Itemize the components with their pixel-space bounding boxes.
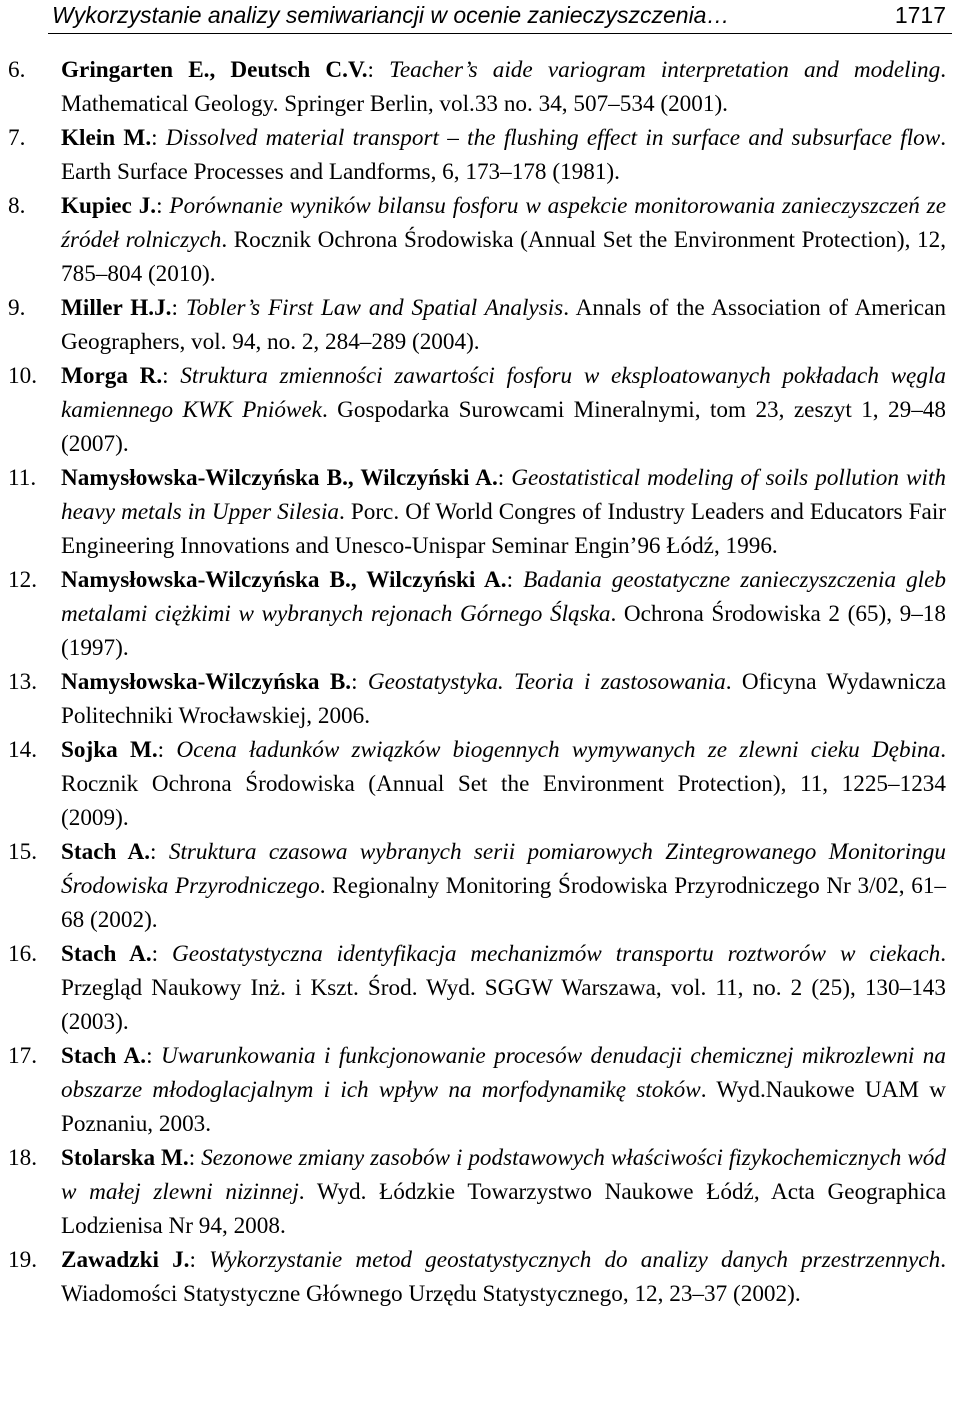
reference-text (61, 665, 946, 733)
reference-text (61, 189, 946, 291)
reference-number: 11. (8, 465, 37, 491)
running-title: Wykorzystanie analizy semiwariancji w ocenie zanieczyszczenia… (52, 2, 730, 28)
reference-separator: : (497, 465, 512, 491)
reference-source: . Mathematical Geology. Springer Berlin, vol.33 no. 34, 507–534 (2001). (61, 57, 946, 117)
reference-text (61, 1243, 946, 1311)
reference-number: 12. (8, 567, 37, 593)
reference-authors: Namysłowska-Wilczyńska B. (61, 669, 352, 695)
reference-title: Geostatystyka. Teoria i zastosowania (367, 669, 726, 695)
reference-item (8, 835, 952, 937)
reference-number: 9. (8, 295, 26, 321)
reference-item (8, 937, 952, 1039)
reference-number: 19. (8, 1247, 37, 1273)
reference-authors: Kupiec J. (61, 193, 157, 219)
reference-list (8, 53, 952, 1311)
reference-number: 17. (8, 1043, 37, 1069)
reference-source: . Wyd.Naukowe UAM w Poznaniu, 2003. (61, 1077, 946, 1137)
reference-title: Dissolved material transport – the flushing effect in surface and subsurface flow (165, 125, 941, 151)
reference-number: 18. (8, 1145, 37, 1171)
reference-item (8, 291, 952, 359)
reference-source: . Earth Surface Processes and Landforms, 6, 173–178 (1981). (61, 125, 946, 185)
running-header (52, 0, 952, 40)
reference-separator: : (151, 125, 166, 151)
reference-text (61, 461, 946, 563)
reference-authors: Namysłowska-Wilczyńska B., Wilczyński A. (61, 567, 507, 593)
reference-authors: Stolarska M. (61, 1145, 189, 1171)
reference-separator: : (367, 57, 390, 83)
reference-title: Uwarunkowania i funkcjonowanie procesów denudacji chemicznej mikrozlewni na obszarze młodoglacjalnym i ich wpływ na morfodynamikę stoków (61, 1043, 946, 1103)
reference-text (61, 53, 946, 121)
reference-item (8, 1141, 952, 1243)
reference-authors: Stach A. (61, 1043, 147, 1069)
reference-source: . Porc. Of World Congres of Industry Leaders and Educators Fair Engineering Innovations and Unesco-Unispar Seminar Engin’96 Łódź, 1996. (61, 499, 946, 559)
reference-item (8, 359, 952, 461)
reference-source: . Przegląd Naukowy Inż. i Kszt. Środ. Wyd. SGGW Warszawa, vol. 11, no. 2 (25), 130–143 (2003). (61, 941, 946, 1035)
reference-separator: : (150, 839, 169, 865)
reference-item (8, 563, 952, 665)
reference-number: 13. (8, 669, 37, 695)
reference-title: Ocena ładunków związków biogennych wymywanych ze zlewni cieku Dębina (176, 737, 941, 763)
reference-separator: : (162, 363, 181, 389)
reference-source: . Oficyna Wydawnicza Politechniki Wrocławskiej, 2006. (61, 669, 947, 729)
reference-authors: Zawadzki J. (61, 1247, 190, 1273)
reference-authors: Klein M. (61, 125, 152, 151)
reference-text (61, 563, 946, 665)
reference-text (61, 1141, 946, 1243)
reference-title: Porównanie wyników bilansu fosforu w aspekcie monitorowania zanieczyszczeń ze źródeł rolniczych (61, 193, 946, 253)
reference-title: Badania geostatyczne zanieczyszczenia gleb metalami ciężkimi w wybranych rejonach Górnego Śląska (61, 567, 946, 627)
reference-text (61, 733, 946, 835)
reference-item (8, 733, 952, 835)
page-number: 1717 (894, 2, 946, 28)
reference-number: 10. (8, 363, 37, 389)
reference-number: 7. (8, 125, 26, 151)
reference-title: Struktura czasowa wybranych serii pomiarowych Zintegrowanego Monitoringu Środowiska Przyrodniczego (61, 839, 946, 899)
reference-number: 14. (8, 737, 37, 763)
reference-separator: : (156, 193, 170, 219)
reference-title: Sezonowe zmiany zasobów i podstawowych właściwości fizykochemicznych wód w małej zlewni nizinnej (61, 1145, 946, 1205)
reference-title: Wykorzystanie metod geostatystycznych do analizy danych przestrzennych (209, 1247, 941, 1273)
reference-separator: : (151, 941, 173, 967)
reference-source: . Rocznik Ochrona Środowiska (Annual Set the Environment Protection), 12, 785–804 (2010). (61, 227, 946, 287)
reference-title: Teacher’s aide variogram interpretation and modeling (389, 57, 941, 83)
reference-separator: : (506, 567, 524, 593)
reference-item (8, 53, 952, 121)
reference-separator: : (157, 737, 177, 763)
reference-source: . Gospodarka Surowcami Mineralnymi, tom 23, zeszyt 1, 29–48 (2007). (61, 397, 946, 457)
reference-source: . Rocznik Ochrona Środowiska (Annual Set the Environment Protection), 11, 1225–1234 (2009). (61, 737, 946, 831)
reference-number: 16. (8, 941, 37, 967)
reference-authors: Morga R. (61, 363, 163, 389)
reference-number: 15. (8, 839, 37, 865)
reference-item (8, 1039, 952, 1141)
reference-authors: Gringarten E., Deutsch C.V. (61, 57, 368, 83)
reference-separator: : (146, 1043, 161, 1069)
reference-number: 8. (8, 193, 26, 219)
reference-separator: : (188, 1145, 202, 1171)
reference-text (61, 359, 946, 461)
reference-authors: Miller H.J. (61, 295, 172, 321)
reference-text (61, 1039, 946, 1141)
reference-title: Struktura zmienności zawartości fosforu w eksploatowanych pokładach węgla kamiennego KWK Pniówek (61, 363, 946, 423)
reference-separator: : (171, 295, 186, 321)
reference-source: . Annals of the Association of American Geographers, vol. 94, no. 2, 284–289 (2004). (61, 295, 946, 355)
reference-item (8, 461, 952, 563)
reference-text (61, 291, 946, 359)
reference-text (61, 937, 946, 1039)
reference-item (8, 665, 952, 733)
reference-title: Geostatistical modeling of soils pollution with heavy metals in Upper Silesia (61, 465, 946, 525)
reference-text (61, 121, 946, 189)
reference-authors: Stach A. (61, 941, 152, 967)
reference-item (8, 1243, 952, 1311)
reference-source: . Regionalny Monitoring Środowiska Przyrodniczego Nr 3/02, 61–68 (2002). (61, 873, 947, 933)
reference-source: . Wiadomości Statystyczne Głównego Urzędu Statystycznego, 12, 23–37 (2002). (61, 1247, 946, 1307)
reference-title: Geostatystyczna identyfikacja mechanizmów transportu roztworów w ciekach (172, 941, 941, 967)
reference-authors: Sojka M. (61, 737, 158, 763)
reference-separator: : (351, 669, 368, 695)
reference-authors: Stach A. (61, 839, 151, 865)
reference-title: Tobler’s First Law and Spatial Analysis (185, 295, 564, 321)
reference-source: . Ochrona Środowiska 2 (65), 9–18 (1997). (61, 601, 946, 661)
reference-authors: Namysłowska-Wilczyńska B., Wilczyński A. (61, 465, 498, 491)
reference-number: 6. (8, 57, 26, 83)
reference-item (8, 189, 952, 291)
reference-separator: : (189, 1247, 210, 1273)
reference-text (61, 835, 946, 937)
reference-source: . Wyd. Łódzkie Towarzystwo Naukowe Łódź, Acta Geographica Lodzienisa Nr 94, 2008. (61, 1179, 946, 1239)
reference-item (8, 121, 952, 189)
